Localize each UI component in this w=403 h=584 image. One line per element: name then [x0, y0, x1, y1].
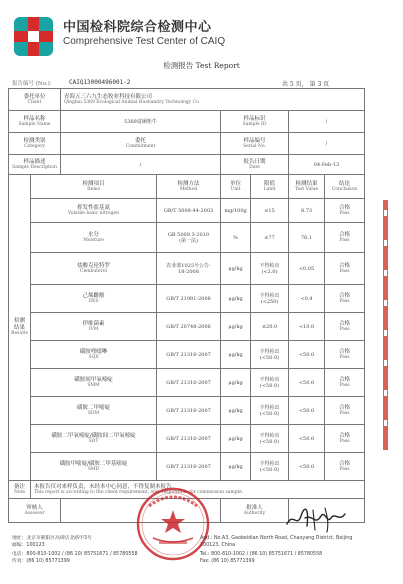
- method-value: GB 5009.3-2010: [167, 231, 210, 238]
- conclusion-en: Pass: [339, 299, 350, 304]
- limit-cell: [251, 369, 289, 397]
- limit-value-2: (<50.0): [259, 382, 280, 389]
- conclusion-cn: 合格: [339, 231, 351, 238]
- category-value-cn: 委托: [135, 137, 147, 144]
- table-row: [9, 453, 365, 481]
- method-header-cn: 检测方法: [177, 180, 200, 187]
- table-row: [9, 285, 365, 313]
- unit-cell: μg/kg: [221, 285, 251, 313]
- footer-fax-en: Fax: (86 10) 85771399: [200, 559, 255, 564]
- test-value-cell: 8.73: [289, 199, 325, 223]
- limit-value: ≤77: [264, 234, 275, 241]
- limit-value-2: (<50.0): [259, 410, 280, 417]
- client-label-cn: 委托单位: [23, 93, 46, 100]
- footer-address-cn: 地址：北京市朝阳区高碑店北路甲3号: [12, 536, 92, 541]
- limit-value-2: (<2.0): [261, 268, 278, 275]
- limit-header-en: Limit: [263, 187, 276, 192]
- method-value: GB/T 20748-2006: [166, 323, 211, 330]
- sample-id-label-en: Sample ID: [242, 122, 267, 127]
- limit-value-2: (<50.0): [259, 354, 280, 361]
- conclusion-en: Pass: [339, 211, 350, 216]
- method-value: GB/T 5009.44-2003: [163, 207, 214, 214]
- method-cell: [157, 369, 221, 397]
- method-cell: [157, 453, 221, 481]
- item-name-en: DES: [88, 299, 99, 304]
- footer-postcode-cn: 邮编：100123: [12, 543, 45, 548]
- conclusion-cn: 合格: [339, 432, 351, 439]
- conclusion-cn: 合格: [339, 262, 351, 269]
- item-name-en: SQX: [88, 355, 99, 360]
- item-name-en: SMM: [87, 383, 100, 388]
- client-label-en: Client: [27, 100, 42, 105]
- footer-tel-cn: 电话：800-810-1002 / (86 10) 85751671 / 85780558: [12, 552, 138, 557]
- table-row: [9, 253, 365, 285]
- category-label-en: Category: [24, 144, 45, 149]
- results-label-cn: 检测: [13, 318, 25, 325]
- conclusion-en: Pass: [339, 238, 350, 243]
- report-no-value: CAIQ13000496001-2: [69, 79, 131, 86]
- method-value-2: 18-2008: [178, 268, 199, 275]
- unit-cell: %: [221, 223, 251, 253]
- item-name-en: Clenbuterol: [80, 269, 107, 274]
- conclusion-cn: 合格: [339, 460, 351, 467]
- description-value: /: [61, 155, 221, 175]
- conclusion-en: Pass: [339, 327, 350, 332]
- value-header-en: Test Value: [294, 187, 319, 192]
- item-name-cn: 盐酸克伦特罗: [77, 262, 111, 269]
- note-label-cn: 备注: [13, 483, 25, 490]
- test-value-cell: <50.0: [289, 369, 325, 397]
- item-name-en: SDM: [87, 411, 100, 416]
- date-label-en: Date: [249, 165, 260, 170]
- limit-value: 不得检出: [259, 348, 280, 355]
- limit-cell: [251, 253, 289, 285]
- results-side-label: [9, 175, 31, 481]
- report-title: 检测报告 Test Report: [163, 61, 240, 70]
- limit-value: 不得检出: [259, 262, 280, 269]
- conclusion-cn: 合格: [339, 292, 351, 299]
- item-name-en: Volatile basic nitrogen: [67, 211, 120, 216]
- unit-cell: μg/kg: [221, 453, 251, 481]
- limit-header-cn: 限值: [264, 180, 276, 187]
- item-name-en: SMD: [87, 467, 100, 472]
- report-no-label: 报告编号 (No.):: [12, 81, 52, 87]
- table-row: [9, 369, 365, 397]
- limit-value: ≤15: [264, 207, 275, 214]
- description-label-en: Sample Description: [12, 165, 57, 170]
- limit-value: ≤20.0: [261, 323, 278, 330]
- footer-address-en: Add.: No.A3, Gaobeidian North Road, Chaoyang District, Beijing: [200, 536, 353, 541]
- sample-name-label-cn: 样品名称: [23, 115, 46, 122]
- method-value: GB/T 21316-2007: [166, 407, 211, 414]
- conclusion-cn: 合格: [339, 376, 351, 383]
- conclusion-en: Pass: [339, 467, 350, 472]
- method-value: GB/T 21316-2007: [166, 351, 211, 358]
- table-row: [9, 341, 365, 369]
- report-table: [8, 88, 365, 523]
- sample-name-value: 5369富硒牦牛: [61, 111, 221, 133]
- date-label-cn: 报告日期: [243, 158, 266, 165]
- limit-cell: [251, 199, 289, 223]
- conclusion-en: Pass: [339, 411, 350, 416]
- results-label-cn2: 结果: [13, 324, 25, 331]
- assessor-label-en: Assessor: [24, 511, 45, 516]
- items-header-en: Items: [87, 187, 100, 192]
- unit-header-cn: 单位: [230, 180, 242, 187]
- conclusion-header-cn: 结论: [339, 180, 351, 187]
- conclusion-cn: 合格: [339, 320, 351, 327]
- item-name-cn: 水分: [88, 231, 100, 238]
- test-value-cell: <0.05: [289, 253, 325, 285]
- unit-cell: μg/kg: [221, 253, 251, 285]
- note-text-en: This report is according to the client requirement, only responsible for commission sample.: [34, 490, 244, 495]
- results-header-row: [9, 175, 365, 199]
- item-name-cn: 己烯雌酚: [82, 292, 105, 299]
- method-value: GB/T 21316-2007: [166, 435, 211, 442]
- method-cell: [157, 285, 221, 313]
- unit-cell: μg/kg: [221, 341, 251, 369]
- description-row: [9, 155, 365, 175]
- table-row: [9, 223, 365, 253]
- serial-value: /: [289, 133, 365, 155]
- item-name-cn: 磺胺二甲嘧啶: [77, 404, 111, 411]
- item-name-en: IVM: [88, 327, 99, 332]
- method-value: GB/T 21981-2008: [166, 295, 211, 302]
- unit-cell: μg/kg: [221, 397, 251, 425]
- method-value: 农业部1025号公告-: [166, 262, 211, 269]
- method-cell: [157, 397, 221, 425]
- item-name-cn: 伊维菌素: [82, 320, 105, 327]
- unit-cell: μg/kg: [221, 369, 251, 397]
- footer-fax-cn: 传真：(86 10) 85771399: [12, 559, 70, 564]
- authority-label-en: Authority: [243, 511, 266, 516]
- item-name-cn: 挥发性盐基氮: [77, 204, 111, 211]
- conclusion-en: Pass: [339, 383, 350, 388]
- item-name-cn: 磺胺间甲氧嘧啶: [74, 376, 113, 383]
- conclusion-en: Pass: [339, 355, 350, 360]
- item-name-cn: 磺胺二甲氧嘧啶/磺胺间二甲氧嘧啶: [51, 432, 136, 439]
- limit-value-2: (<50.0): [259, 438, 280, 445]
- note-label-en: Note: [13, 490, 26, 495]
- authority-label-cn: 批准人: [246, 504, 263, 511]
- category-label-cn: 检测类别: [23, 137, 46, 144]
- method-value-2: (第一法): [179, 237, 198, 244]
- conclusion-cn: 合格: [339, 404, 351, 411]
- limit-cell: [251, 341, 289, 369]
- sample-name-label-en: Sample Name: [18, 122, 51, 127]
- note-text-cn: 本报告仅对来样负责，未经本中心同意，不得复制本报告。: [34, 483, 178, 490]
- caiq-logo-icon: [12, 15, 55, 58]
- item-name-en: SDT: [88, 439, 99, 444]
- limit-cell: [251, 313, 289, 341]
- category-value-en: Commitment: [125, 144, 156, 149]
- signature-icon: [285, 504, 347, 534]
- serial-label-en: Serial No.: [243, 144, 266, 149]
- test-value-cell: <0.4: [289, 285, 325, 313]
- conclusion-header-en: Conclusion: [331, 187, 358, 192]
- test-value-cell: 76.1: [289, 223, 325, 253]
- category-row: [9, 133, 365, 155]
- limit-value-2: (<50.0): [259, 466, 280, 473]
- table-row: [9, 397, 365, 425]
- test-value-cell: <50.0: [289, 425, 325, 453]
- table-row: [9, 313, 365, 341]
- unit-cell: μg/kg: [221, 425, 251, 453]
- seal-strip-icon: [381, 200, 390, 450]
- value-header-cn: 检测结果: [295, 180, 318, 187]
- method-cell: [157, 425, 221, 453]
- org-name-cn: 中国检科院综合检测中心: [63, 20, 212, 35]
- method-value: GB/T 21316-2007: [166, 463, 211, 470]
- client-value-en: Qinghai 5369 Ecological Animal Husbandry Technology Co: [64, 100, 199, 105]
- test-value-cell: <10.0: [289, 313, 325, 341]
- limit-cell: [251, 397, 289, 425]
- footer-tel-en: Tel.: 800-810-1002 / (86 10) 85751671 / 85780558: [200, 552, 323, 557]
- limit-value: 不得检出: [259, 404, 280, 411]
- limit-cell: [251, 223, 289, 253]
- results-label-en: Results: [11, 331, 28, 337]
- sample-id-value: /: [289, 111, 365, 133]
- date-value: 04-Feb-13: [289, 155, 365, 175]
- footer-postcode-en: 100123, China: [200, 543, 236, 548]
- conclusion-en: Pass: [339, 439, 350, 444]
- limit-value: 不得检出: [259, 432, 280, 439]
- table-row: [9, 199, 365, 223]
- method-cell: [157, 253, 221, 285]
- assessor-label-cn: 审核人: [26, 504, 43, 511]
- test-value-cell: <50.0: [289, 453, 325, 481]
- unit-header-en: Unit: [230, 187, 241, 192]
- conclusion-cn: 合格: [339, 204, 351, 211]
- test-value-cell: <50.0: [289, 397, 325, 425]
- method-header-en: Method: [179, 187, 198, 192]
- sample-id-label-cn: 样品标识: [243, 115, 266, 122]
- official-stamp-icon: [135, 486, 211, 562]
- limit-value: 不得检出: [259, 292, 280, 299]
- limit-value: 不得检出: [259, 376, 280, 383]
- items-header-cn: 检测项目: [82, 180, 105, 187]
- limit-cell: [251, 285, 289, 313]
- page-indicator: 共 5 页， 第 3 页: [282, 81, 330, 88]
- limit-value-2: (<250): [260, 298, 279, 305]
- client-value-cn: 青海五三六九生态牧业科技有限公司: [64, 93, 153, 100]
- item-name-cn: 磺胺喹噁啉: [79, 348, 108, 355]
- method-cell: [157, 313, 221, 341]
- test-value-cell: <50.0: [289, 341, 325, 369]
- org-name-en: Comprehensive Test Center of CAIQ: [63, 36, 226, 47]
- conclusion-cn: 合格: [339, 348, 351, 355]
- item-name-cn: 磺胺甲嘧啶/磺胺二甲基嘧啶: [59, 460, 128, 467]
- serial-label-cn: 样品编号: [243, 137, 266, 144]
- item-name-en: Moisture: [83, 238, 104, 243]
- limit-cell: [251, 425, 289, 453]
- conclusion-en: Pass: [339, 269, 350, 274]
- table-row: [9, 425, 365, 453]
- unit-cell: μg/kg: [221, 313, 251, 341]
- method-cell: [157, 341, 221, 369]
- limit-cell: [251, 453, 289, 481]
- unit-cell: mg/100g: [221, 199, 251, 223]
- description-label-cn: 样品描述: [23, 158, 46, 165]
- method-cell: [157, 199, 221, 223]
- sample-name-row: [9, 111, 365, 133]
- client-row: [9, 89, 365, 111]
- method-value: GB/T 21316-2007: [166, 379, 211, 386]
- limit-value: 不得检出: [259, 460, 280, 467]
- method-cell: [157, 223, 221, 253]
